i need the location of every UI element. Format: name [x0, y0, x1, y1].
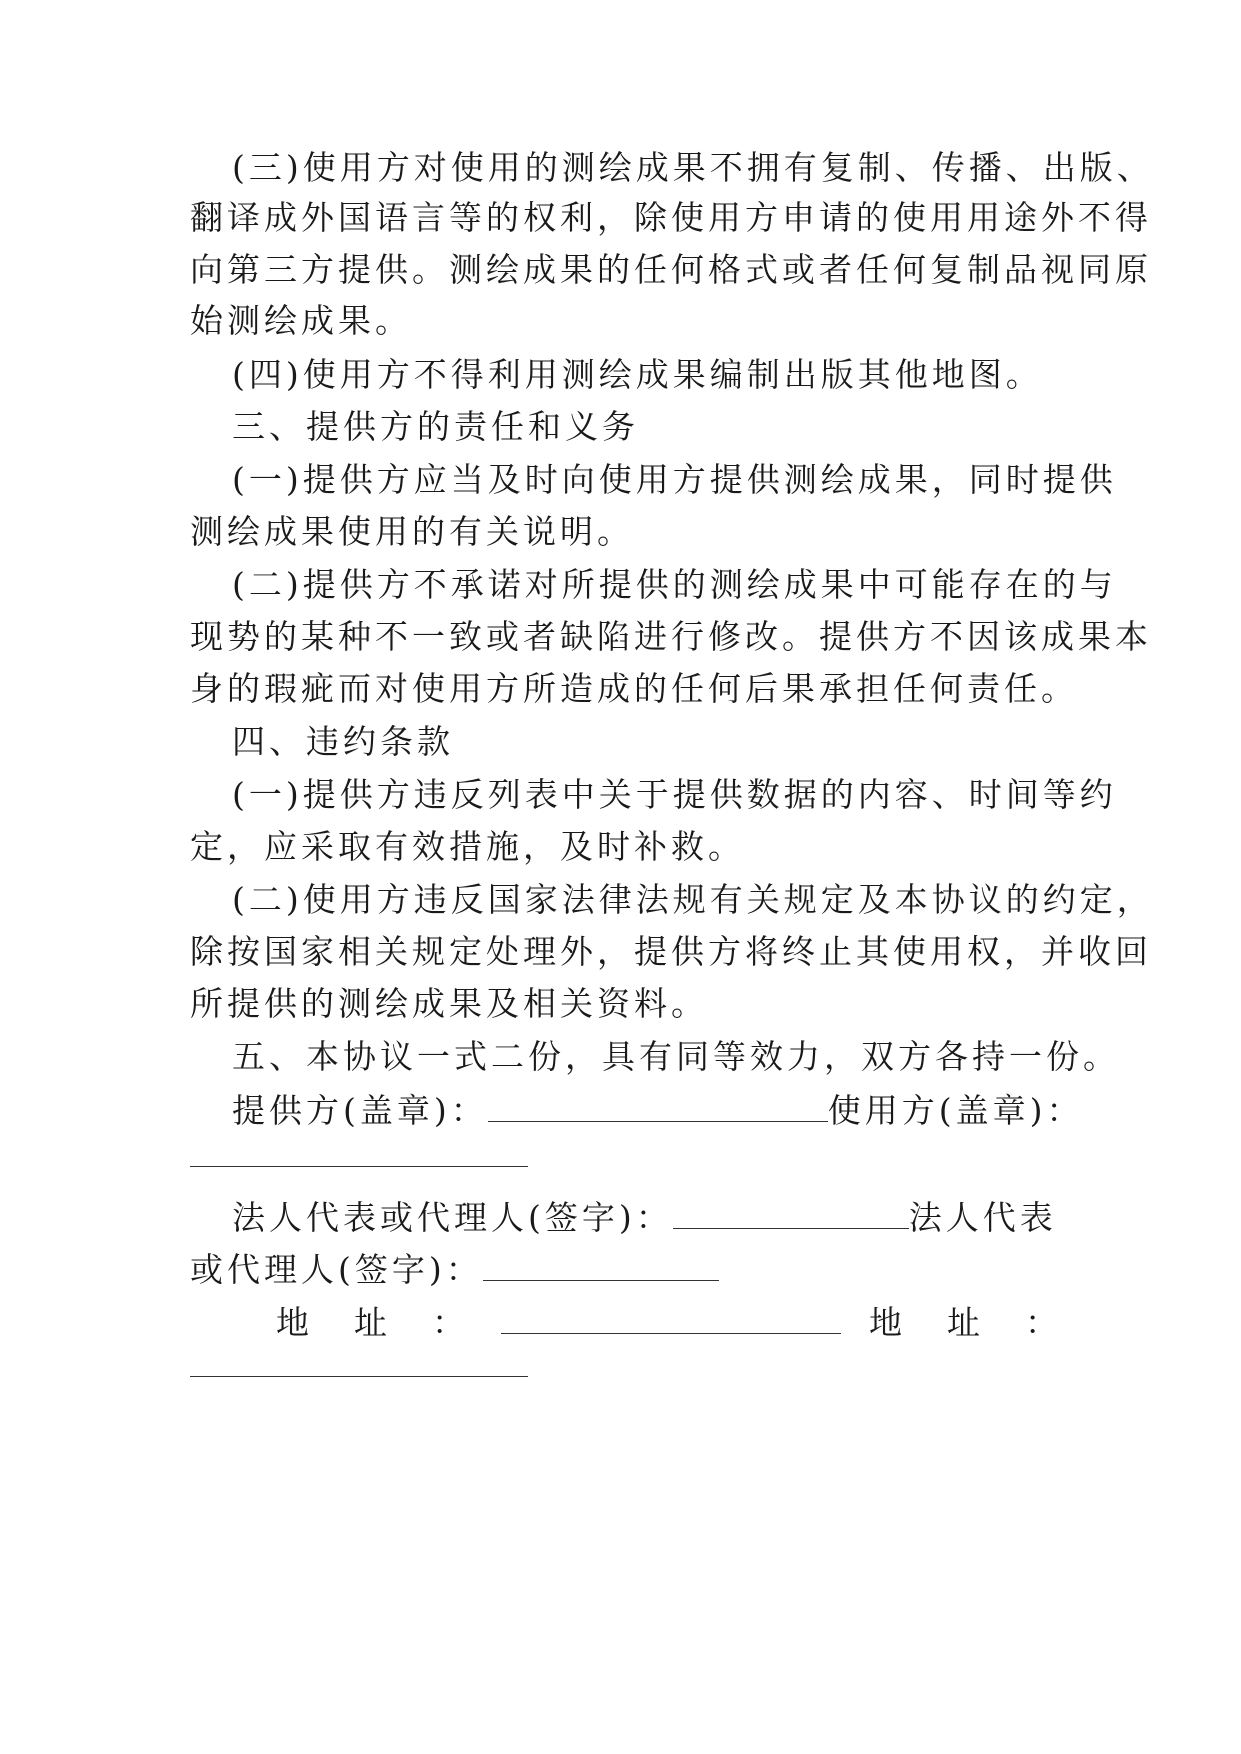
legal-rep-label: 法人代表	[908, 1198, 1057, 1237]
paragraph-line: 除按国家相关规定处理外，提供方将终止其使用权，并收回	[190, 932, 1152, 971]
address-row	[276, 1303, 1136, 1343]
paragraph-line: (二)使用方违反国家法律法规有关规定及本协议的约定，	[232, 880, 1154, 919]
seal-row	[232, 1091, 1092, 1131]
paragraph-line: (四)使用方不得利用测绘成果编制出版其他地图。	[232, 355, 1043, 394]
legal-rep-row	[232, 1198, 1092, 1238]
paragraph-line: 始测绘成果。	[190, 301, 412, 340]
paragraph-line: 测绘成果使用的有关说明。	[190, 512, 634, 551]
legal-rep-row-continued	[190, 1250, 1050, 1290]
address-label: 地 址 ：	[276, 1303, 471, 1342]
paragraph-line: (一)提供方应当及时向使用方提供测绘成果，同时提供	[232, 460, 1117, 499]
paragraph-line: 向第三方提供。测绘成果的任何格式或者任何复制品视同原	[190, 250, 1152, 289]
user-address-field[interactable]	[190, 1376, 528, 1377]
provider-address-field[interactable]	[501, 1303, 841, 1334]
provider-legal-rep-field[interactable]	[673, 1198, 909, 1229]
provider-seal-field[interactable]	[488, 1091, 828, 1122]
legal-rep-label: 法人代表或代理人(签字)：	[232, 1198, 673, 1237]
paragraph-line: 五、本协议一式二份，具有同等效力，双方各持一份。	[232, 1037, 1120, 1076]
address-label: 地 址 ：	[869, 1303, 1064, 1342]
user-seal-label: 使用方(盖章)：	[827, 1091, 1084, 1130]
legal-rep-label: 或代理人(签字)：	[190, 1250, 483, 1289]
paragraph-line: 现势的某种不一致或者缺陷进行修改。提供方不因该成果本	[190, 617, 1152, 656]
paragraph-line: 身的瑕疵而对使用方所造成的任何后果承担任何责任。	[190, 669, 1078, 708]
paragraph-line: 定，应采取有效措施，及时补救。	[190, 827, 745, 866]
paragraph-line: (二)提供方不承诺对所提供的测绘成果中可能存在的与	[232, 565, 1117, 604]
user-seal-field[interactable]	[190, 1166, 528, 1167]
paragraph-line: 所提供的测绘成果及相关资料。	[190, 984, 708, 1023]
section-heading: 四、违约条款	[232, 722, 454, 761]
paragraph-line: (三)使用方对使用的测绘成果不拥有复制、传播、出版、	[232, 148, 1154, 187]
paragraph-line: (一)提供方违反列表中关于提供数据的内容、时间等约	[232, 775, 1117, 814]
provider-seal-label: 提供方(盖章)：	[232, 1091, 488, 1130]
paragraph-line: 翻译成外国语言等的权利，除使用方申请的使用用途外不得	[190, 198, 1152, 237]
user-legal-rep-field[interactable]	[483, 1250, 719, 1281]
section-heading: 三、提供方的责任和义务	[232, 407, 639, 446]
